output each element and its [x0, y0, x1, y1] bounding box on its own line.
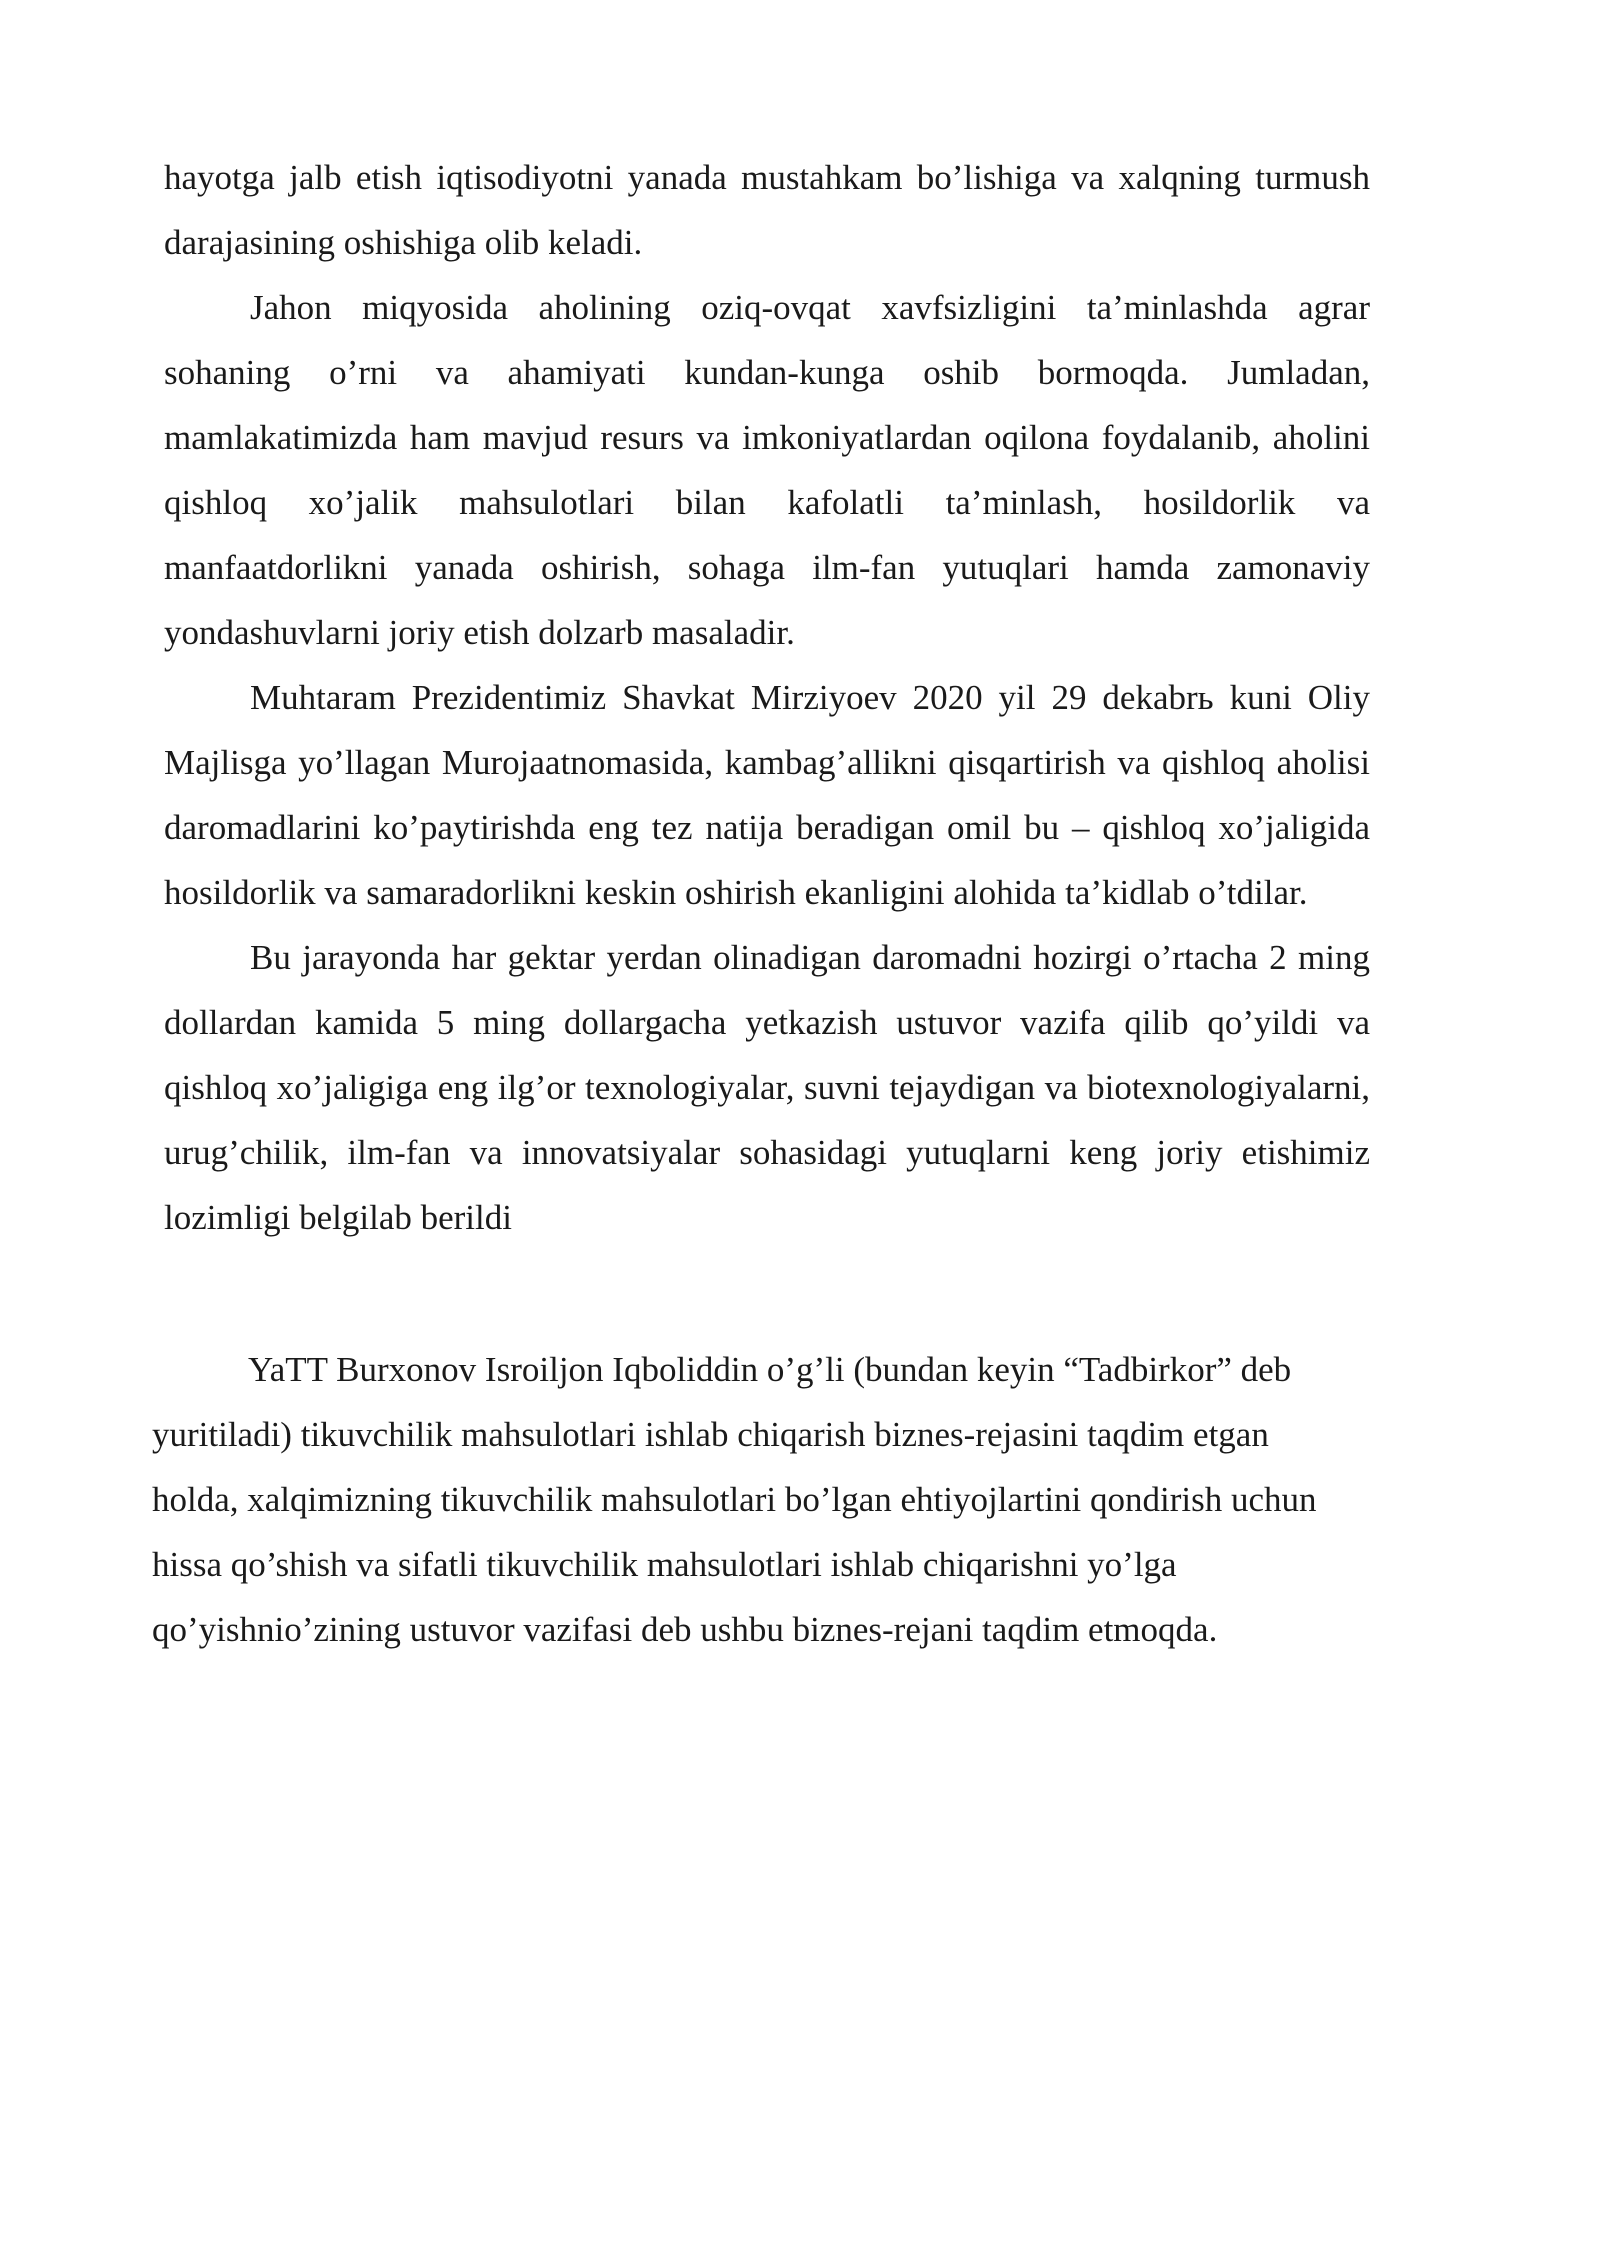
paragraph-president-address: Muhtaram Prezidentimiz Shavkat Mirziyoev 2020 yil 29 dekabrь kuni Oliy Majlisga yo’llagan Murojaatnomasida, kambag’allikni qisqartirish va qishloq aholisi daromadlarini ko’paytirishda eng tez natija beradigan omil bu – qishloq xo’jaligida hosildorlik va samaradorlikni keskin oshirish ekanligini alohida ta’kidlab o’tdilar.: [164, 678, 1370, 912]
paragraph-food-security: Jahon miqyosida aholining oziq-ovqat xavfsizligini ta’minlashda agrar sohaning o’rni va ahamiyati kundan-kunga oshib bormoqda. Jumladan, mamlakatimizda ham mavjud resurs va imkoniyatlardan oqilona foydalanib, aholini qishloq xo’jalik mahsulotlari bilan kafolatli ta’minlash, hosildorlik va manfaatdorlikni yanada oshirish, sohaga ilm-fan yutuqlari hamda zamonaviy yondashuvlarni joriy etish dolzarb masaladir.: [164, 288, 1370, 652]
justified-text-block: [164, 145, 1370, 1250]
paragraph-continuation: hayotga jalb etish iqtisodiyotni yanada mustahkam bo’lishiga va xalqning turmush darajasining oshishiga olib keladi.: [164, 158, 1370, 262]
paragraph-entrepreneur: YaTT Burxonov Isroiljon Iqboliddin o’g’li (bundan keyin “Tadbirkor” deb yuritiladi) tikuvchilik mahsulotlari ishlab chiqarish biznes-rejasini taqdim etgan holda, xalqimizning tikuvchilik mahsulotlari bo’lgan ehtiyojlartini qondirish uchun hissa qo’shish va sifatli tikuvchilik mahsulotlari ishlab chiqarishni yo’lga qo’yishnio’zining ustuvor vazifasi deb ushbu biznes-rejani taqdim etmoqda.: [152, 1350, 1317, 1649]
business-plan-text-block: [152, 1337, 1332, 1662]
paragraph-income-goal: Bu jarayonda har gektar yerdan olinadigan daromadni hozirgi o’rtacha 2 ming dollardan kamida 5 ming dollargacha yetkazish ustuvor vazifa qilib qo’yildi va qishloq xo’jaligiga eng ilg’or texnologiyalar, suvni tejaydigan va biotexnologiyalarni, urug’chilik, ilm-fan va innovatsiyalar sohasidagi yutuqlarni keng joriy etishimiz lozimligi belgilab berildi: [164, 938, 1370, 1237]
